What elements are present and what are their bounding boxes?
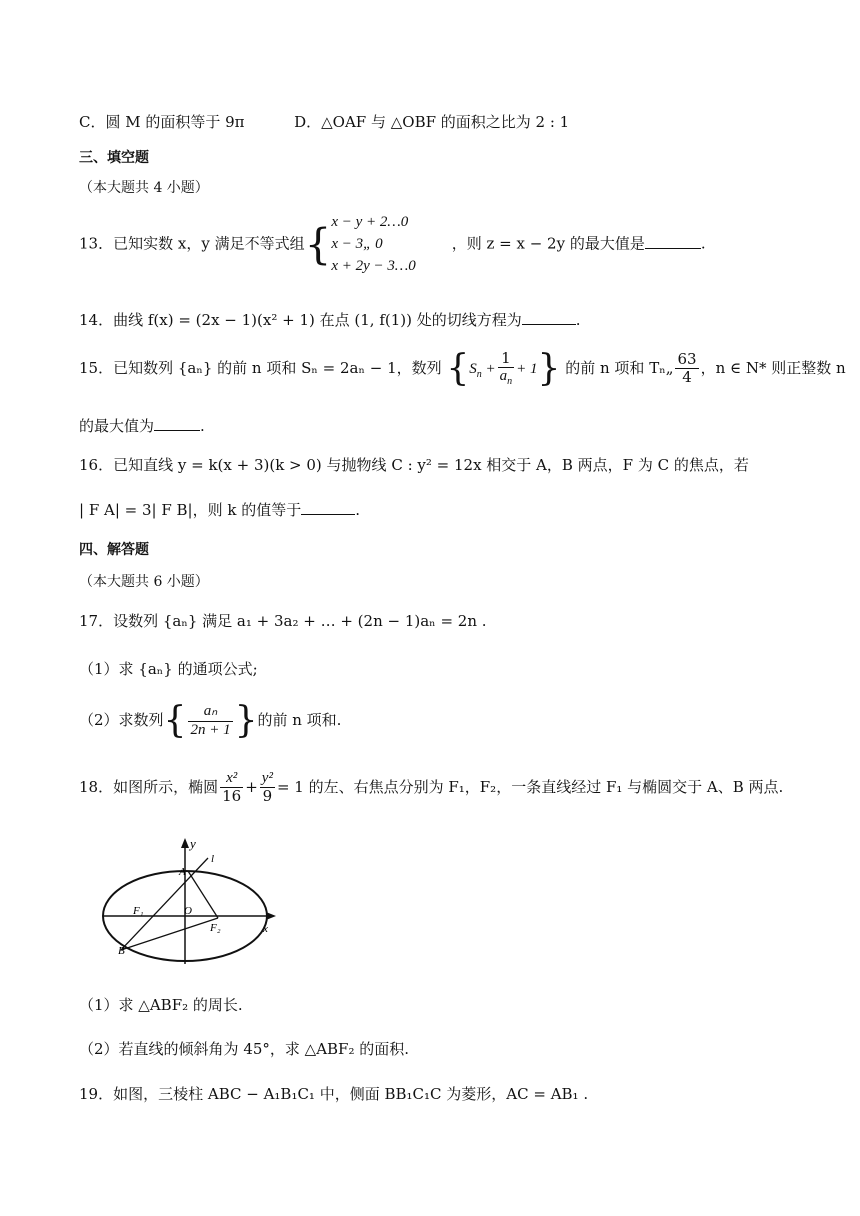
q14-text: 曲线 f(x) = (2x − 1)(x² + 1) 在点 (1, f(1)) 处的切线方程为 [113,311,522,329]
q17-stem: 设数列 {aₙ} 满足 a₁ + 3a₂ + … + (2n − 1)aₙ = 2n . [113,612,487,630]
label-o: O [184,905,192,917]
q17-left-brace: { [163,700,187,741]
question-16-line-2 [79,500,360,519]
q18-part-1: （1）求 △ABF₂ 的周长. [79,996,243,1014]
label-f1: F₁ [133,905,144,917]
q13-constraint-1: x − y + 2…0 [331,214,409,230]
label-a: A [179,866,186,878]
q12-options [79,113,569,131]
q17-number: 17． [79,612,114,630]
x-axis-arrow [266,912,276,920]
q17-frac-den: 2n + 1 [190,721,231,738]
label-y: y [190,836,196,851]
q13-constraint-3: x + 2y − 3…0 [331,257,416,274]
question-18: 18．如图所示，椭圆 $\frac{\text{x²}}{16}$ + $\frac{\text{y²}}{9}$ = 1 的左、右焦点分别为 F₁，F₂，一条直线经过 F₁ 与椭圆交于 A、B 两点. [79,770,784,806]
q18-text-b: = 1 的左、右焦点分别为 F₁，F₂，一条直线经过 F₁ 与椭圆交于 A、B 两点. [276,777,784,796]
q15-part-2: 的前 n 项和 Tₙ„ [565,358,674,377]
label-f2: F₂ [210,922,221,934]
q18-x-num: x² [220,770,243,788]
q18-y-num: y² [260,770,275,788]
q18-number: 18． [79,777,114,796]
label-l: l [211,853,215,865]
q18-fraction-x [220,770,243,806]
q15-right-brace: } [537,347,561,389]
q18-part-2: （2）若直线的倾斜角为 45°，求 △ABF₂ 的面积. [79,1040,410,1058]
q19-number: 19． [79,1085,114,1103]
q13-system [331,212,415,277]
q15-part-1: 已知数列 {aₙ} 的前 n 项和 Sₙ = 2aₙ − 1，数列 [113,358,442,377]
q13-constraint-2: x − 3„ 0 [331,235,383,252]
q12-option-c: C．圆 M 的面积等于 9π [79,113,245,131]
question-15-line-2 [79,416,205,435]
q16-line-2: | F A| = 3| F B|，则 k 的值等于 [79,501,302,519]
label-x: x [263,923,268,935]
ellipse-figure [96,830,286,965]
q15-frac-den: 4 [682,368,692,387]
q15-fraction-inv: $\frac{1}{a_n}$ [499,349,513,388]
q15-answer-blank [154,416,200,431]
q14-answer-blank [522,310,576,325]
q15-end: . [200,417,205,435]
q14-end: . [575,311,581,329]
segment-a-f2 [188,871,218,918]
q14-number: 14． [79,311,114,329]
q19-text: 如图，三棱柱 ABC − A₁B₁C₁ 中，侧面 BB₁C₁C 为菱形，AC = AB₁ . [113,1085,589,1103]
section-3-note: （本大题共 4 小题） [79,180,209,196]
q16-line-1: 已知直线 y = k(x + 3)(k > 0) 与抛物线 C : y² = 12x 相交于 A，B 两点，F 为 C 的焦点，若 [113,456,749,474]
q15-line2: 的最大值为 [79,417,155,435]
q17-part-1: （1）求 {aₙ} 的通项公式; [79,660,258,678]
q15-left-brace: { [446,347,470,389]
q18-fraction-y [260,770,275,806]
q16-answer-blank [301,500,355,515]
q13-prefix: 已知实数 x，y 满足不等式组 [113,234,305,253]
q15-fraction [675,351,698,387]
q17-right-brace: } [234,700,258,741]
q15-part-3: ，n ∈ N* 则正整数 n [700,358,846,377]
question-13 [79,212,706,277]
q17-part-2 [79,700,342,741]
q12-option-d: D．△OAF 与 △OBF 的面积之比为 2 : 1 [294,113,570,131]
q18-y-den: 9 [262,787,273,806]
q18-text-a: 如图所示，椭圆 [113,777,219,796]
q17-part-2-prefix: （2）求数列 [79,711,164,729]
y-axis-arrow [181,838,189,848]
q15-plus-one: + 1 [516,360,538,377]
q13-number: 13． [79,234,114,253]
q17-part-2-suffix: 的前 n 项和. [257,711,342,729]
question-17 [79,612,487,630]
question-19 [79,1085,588,1103]
q17-frac-num: aₙ [188,703,232,721]
q15-number: 15． [79,358,114,377]
question-16 [79,456,749,474]
q13-end: . [700,234,706,253]
q13-brace: { [304,219,332,269]
q16-number: 16． [79,456,114,474]
question-15 [79,347,846,389]
q17-fraction [188,703,232,739]
q13-middle: ，则 z = x − 2y 的最大值是 [451,234,645,253]
section-4-note: （本大题共 6 小题） [79,574,209,590]
question-14 [79,310,581,329]
section-4-title: 四、解答题 [79,542,149,558]
q18-x-den: 16 [222,787,242,806]
q15-seq-s: $S_n$ + [469,360,496,380]
q15-frac-num: 63 [677,350,697,369]
q13-answer-blank [645,234,701,249]
q16-end: . [355,501,361,519]
section-3-title: 三、填空题 [79,150,149,166]
label-b: B [118,945,125,957]
